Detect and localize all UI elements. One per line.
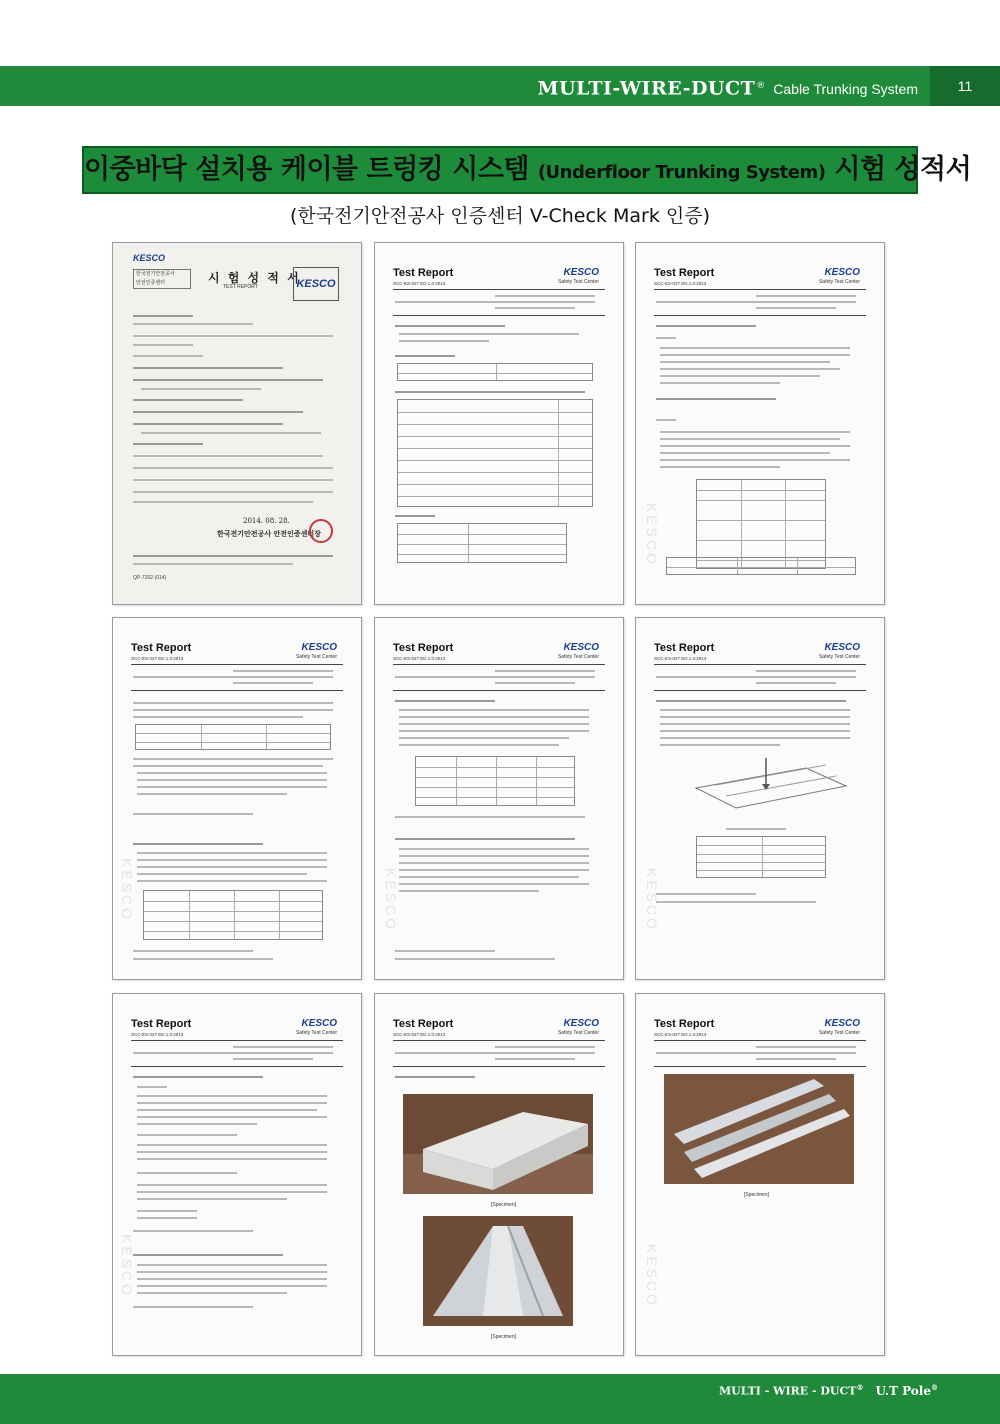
report-title: Test Report	[654, 267, 715, 279]
kesco-logo: KESCO	[824, 267, 860, 278]
kesco-logo-sub: Safety Test Center	[818, 654, 860, 660]
report-title: Test Report	[131, 1018, 192, 1030]
kesco-watermark: KESCO	[644, 868, 660, 933]
footer-brand-name: MULTI - WIRE - DUCT	[718, 1384, 857, 1398]
registered-mark: ®	[756, 81, 766, 91]
header-brand	[537, 66, 918, 106]
kesco-logo-sub: Safety Test Center	[295, 654, 337, 660]
certificate-seal-icon	[309, 519, 333, 543]
certificate-heading-en: TEST REPORT	[223, 284, 258, 290]
report-code: SCC-ES-027 ED.1.0:2013	[393, 281, 446, 286]
certificate-org	[133, 269, 191, 289]
report-title: Test Report	[393, 267, 454, 279]
certificate-form-code: QP-7202-(014)	[133, 575, 167, 581]
footer-product-mark: ®	[931, 1383, 938, 1392]
certificate-date: 2014. 08. 28.	[243, 517, 290, 525]
footer-product: U.T Pole	[875, 1383, 931, 1398]
brand-tagline: Cable Trunking System	[773, 81, 918, 98]
specimen-photo-box	[403, 1094, 593, 1194]
report-code: SCC-ES-027 ED.1.0:2013	[654, 1032, 707, 1037]
report-page-6	[635, 617, 885, 980]
kesco-logo: KESCO	[824, 1018, 860, 1029]
certificate-logo: KESCO	[133, 253, 166, 263]
report-code: SCC-ES-027 ED.1.0:2013	[131, 656, 184, 661]
report-page-8	[374, 993, 624, 1356]
title-korean: 이중바닥 설치용 케이블 트렁킹 시스템	[84, 154, 529, 185]
kesco-watermark: KESCO	[119, 858, 135, 923]
kesco-logo-sub: Safety Test Center	[557, 279, 599, 285]
page-title	[84, 148, 972, 192]
kesco-logo: KESCO	[563, 267, 599, 278]
specimen-caption: [Specimen]	[744, 1192, 770, 1198]
report-code: SCC-ES-027 ED.1.0:2013	[393, 1032, 446, 1037]
kesco-logo-sub: Safety Test Center	[557, 654, 599, 660]
brand-name: MULTI-WIRE-DUCT	[537, 77, 756, 100]
report-title: Test Report	[654, 642, 715, 654]
kesco-watermark: KESCO	[383, 868, 399, 933]
kesco-logo-sub: Safety Test Center	[818, 279, 860, 285]
kesco-logo: KESCO	[563, 642, 599, 653]
footer-brand	[719, 1378, 938, 1398]
certificate-signature: 한국전기안전공사 안전인증센터장	[217, 529, 321, 538]
certificate-box-logo: KESCO	[293, 267, 339, 301]
kesco-logo-sub: Safety Test Center	[818, 1030, 860, 1036]
footer-registered-mark: ®	[856, 1383, 864, 1392]
report-title: Test Report	[393, 642, 454, 654]
test-diagram	[686, 758, 856, 820]
kesco-logo-sub: Safety Test Center	[295, 1030, 337, 1036]
specimen-caption-2: [Specimen]	[491, 1334, 517, 1340]
report-page-9	[635, 993, 885, 1356]
certificate-heading: 시 험 성 적 서	[208, 271, 301, 285]
certificate-org-line-1: 한국전기안전공사	[136, 271, 175, 277]
kesco-logo: KESCO	[824, 642, 860, 653]
specimen-photo-cover	[423, 1216, 573, 1326]
report-title: Test Report	[393, 1018, 454, 1030]
kesco-logo: KESCO	[301, 642, 337, 653]
kesco-watermark: KESCO	[644, 503, 660, 568]
report-page-5	[374, 617, 624, 980]
specimen-photo-rails	[664, 1074, 854, 1184]
kesco-logo: KESCO	[563, 1018, 599, 1029]
report-page-2	[374, 242, 624, 605]
report-code: SCC-ES-027 ED.1.0:2013	[654, 281, 707, 286]
page-number: 11	[930, 66, 1000, 106]
title-english: (Underfloor Trunking System)	[537, 162, 826, 183]
report-title: Test Report	[654, 1018, 715, 1030]
report-title: Test Report	[131, 642, 192, 654]
page-subtitle: (한국전기안전공사 인증센터 V-Check Mark 인증)	[290, 205, 710, 227]
title-suffix: 시험 성적서	[834, 154, 972, 185]
certificate-org-line-2: 안전인증센터	[136, 280, 165, 286]
kesco-logo: KESCO	[301, 1018, 337, 1029]
kesco-watermark: KESCO	[644, 1244, 660, 1309]
report-page-4	[112, 617, 362, 980]
report-code: SCC-ES-027 ED.1.0:2013	[654, 656, 707, 661]
specimen-caption: [Specimen]	[491, 1202, 517, 1208]
kesco-watermark: KESCO	[119, 1234, 135, 1299]
report-page-3	[635, 242, 885, 605]
report-code: SCC-ES-027 ED.1.0:2013	[393, 656, 446, 661]
report-page-7	[112, 993, 362, 1356]
report-code: SCC-ES-027 ED.1.0:2013	[131, 1032, 184, 1037]
title-banner	[82, 146, 972, 194]
certificate-page	[112, 242, 362, 605]
kesco-logo-sub: Safety Test Center	[557, 1030, 599, 1036]
